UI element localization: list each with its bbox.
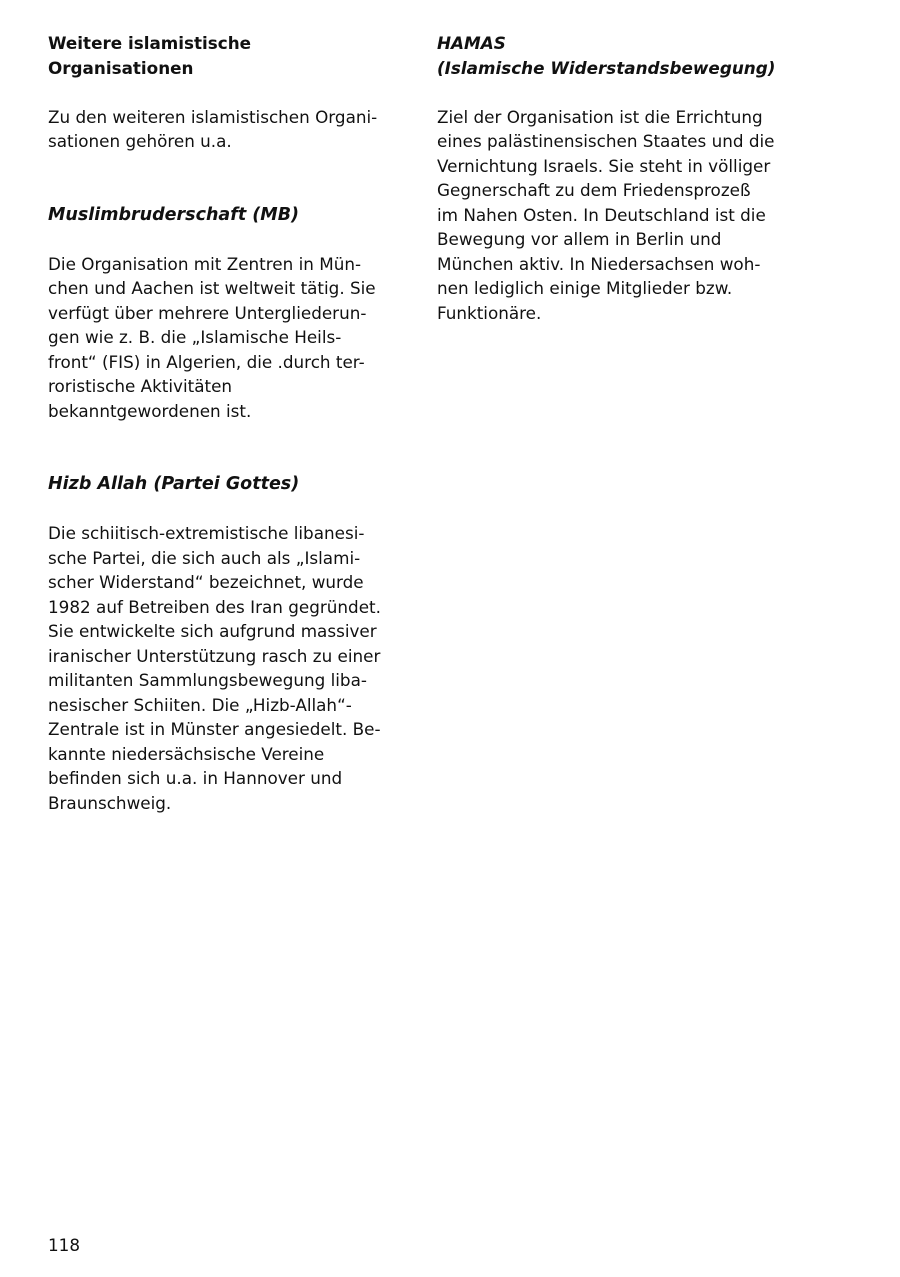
- text-line: nesischer Schiiten. Die „Hizb-Allah“-: [48, 694, 352, 715]
- intro-paragraph: [48, 105, 408, 154]
- section-heading: [48, 31, 408, 80]
- hizb-paragraph: [48, 521, 408, 815]
- text-line: München aktiv. In Niedersachsen woh-: [437, 253, 761, 274]
- mb-paragraph: [48, 252, 408, 424]
- text-line: front“ (FIS) in Algerien, die .durch ter-: [48, 351, 365, 372]
- text-line: Die Organisation mit Zentren in Mün-: [48, 253, 362, 274]
- text-line: befinden sich u.a. in Hannover und: [48, 768, 343, 788]
- text-line: sche Partei, die sich auch als „Islami-: [48, 547, 361, 568]
- text-line: Sie entwickelte sich aufgrund massiver: [48, 621, 377, 641]
- text-line: iranischer Unterstützung rasch zu einer: [48, 645, 381, 666]
- right-column: [437, 31, 797, 325]
- text-line: roristische Aktivitäten: [48, 376, 233, 396]
- text-line: scher Widerstand“ bezeichnet, wurde: [48, 572, 364, 592]
- left-column: [48, 31, 408, 815]
- hamas-heading-line: HAMAS: [437, 33, 506, 53]
- section-heading-line: Organisationen: [48, 57, 194, 78]
- text-line: im Nahen Osten. In Deutschland ist die: [437, 204, 766, 225]
- text-line: Zu den weiteren islamistischen Organi-: [48, 106, 378, 127]
- hamas-heading: [437, 31, 797, 80]
- text-line: gen wie z. B. die „Islamische Heils-: [48, 327, 342, 347]
- text-line: 1982 auf Betreiben des Iran gegründet.: [48, 596, 381, 617]
- text-line: sationen gehören u.a.: [48, 131, 232, 151]
- text-line: Bewegung vor allem in Berlin und: [437, 229, 722, 249]
- hamas-paragraph: [437, 105, 797, 326]
- text-line: Funktionäre.: [437, 302, 542, 323]
- mb-heading: Muslimbruderschaft (MB): [48, 204, 300, 225]
- text-line: Gegnerschaft zu dem Friedensprozeß: [437, 180, 751, 200]
- text-line: chen und Aachen ist weltweit tätig. Sie: [48, 278, 376, 298]
- text-line: kannte niedersächsische Vereine: [48, 743, 325, 764]
- text-line: eines palästinensischen Staates und die: [437, 131, 775, 151]
- text-line: Braunschweig.: [48, 792, 172, 813]
- hamas-heading-line: (Islamische Widerstandsbewegung): [437, 57, 776, 78]
- section-heading-line: Weitere islamistische: [48, 33, 252, 53]
- text-line: Vernichtung Israels. Sie steht in völliger: [437, 155, 771, 176]
- text-line: verfügt über mehrere Untergliederun-: [48, 302, 367, 323]
- text-line: Ziel der Organisation ist die Errichtung: [437, 106, 763, 127]
- page-number: 118: [48, 1235, 81, 1255]
- text-line: Zentrale ist in Münster angesiedelt. Be-: [48, 719, 381, 739]
- hizb-heading: Hizb Allah (Partei Gottes): [48, 474, 300, 494]
- text-line: bekanntgewordenen ist.: [48, 400, 252, 421]
- text-line: nen lediglich einige Mitglieder bzw.: [437, 278, 733, 298]
- text-line: militanten Sammlungsbewegung liba-: [48, 670, 367, 690]
- text-line: Die schiitisch-extremistische libanesi-: [48, 523, 365, 543]
